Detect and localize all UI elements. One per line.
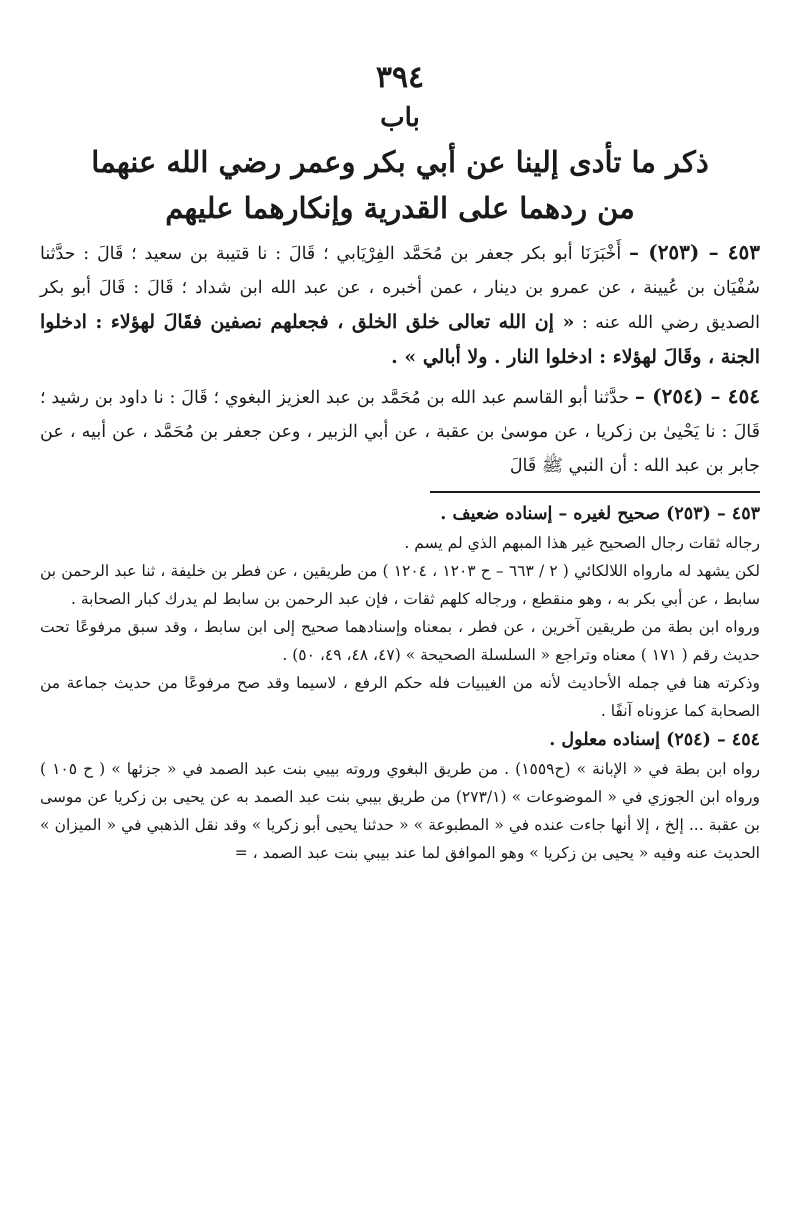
hadith-matn: « إن الله تعالى خلق الخلق ، فجعلهم نصفين فقَالَ لهؤلاء : ادخلوا الجنة ، وقَالَ لهؤلاء : ادخلوا النار . ولا أبالي » .: [40, 311, 760, 368]
footnote-454: [40, 725, 760, 867]
page-number: ٣٩٤: [375, 60, 425, 95]
footnote-paragraph: رجاله ثقات رجال الصحيح غير هذا المبهم الذي لم يسم .: [404, 534, 760, 552]
hadith-number: ٤٥٤ – (٢٥٤) –: [634, 384, 760, 408]
footnote-paragraph: لكن يشهد له مارواه اللالكائي ( ٢ / ٦٦٣ – ح ١٢٠٣ ، ١٢٠٤ ) من طريقين ، عن فطر بن خليفة ، ثنا عبد الرحمن بن سابط ، عن أبي بكر به ، وهو منقطع ، ورجاله كلهم ثقات ، فإن عبد الرحمن بن سابط لم يدرك كبار الصحابة .: [40, 562, 761, 608]
chapter-title-line-1: ذكر ما تأدى إلينا عن أبي بكر وعمر رضي الله عنهما: [91, 145, 709, 179]
footnote-paragraph: ورواه ابن بطة من طريقين آخرين ، عن فطر ، بمعناه وإسنادهما صحيح إلى ابن سابط ، وقد سبق مرفوعًا تحت حديث رقم ( ١٧١ ) معناه وتراجع « السلسلة الصحيحة » (٤٧، ٤٨، ٤٩، ٥٠) .: [40, 618, 760, 664]
book-page: [40, 50, 760, 1190]
hadith-number: ٤٥٣ – (٢٥٣) –: [629, 240, 760, 264]
footnote-separator: [430, 491, 760, 493]
footnote-heading: ٤٥٣ – (٢٥٣) صحيح لغيره – إسناده ضعيف .: [440, 504, 760, 524]
chapter-label: باب: [380, 103, 420, 133]
hadith-454: [40, 379, 760, 483]
footnote-453: [40, 499, 760, 725]
footnote-paragraph: وذكرته هنا في جمله الأحاديث لأنه من الغيبيات فله حكم الرفع ، لاسيما وقد صح مرفوعًا من حديث جماعة من الصحابة كما عزوناه آنفًا .: [40, 674, 760, 720]
footnote-heading: ٤٥٤ – (٢٥٤) إسناده معلول .: [549, 730, 760, 750]
hadith-isnad: أَخْبَرَنَا أبو بكر جعفر بن مُحَمَّد الفِرْيَابي ؛ قَالَ : نا قتيبة بن سعيد ؛ قَالَ : حدَّثنا سُفْيَان بن عُيينة ، عن عمرو بن دينار ، عمن أخبره ، عن عبد الله ابن شداد ؛ قَالَ : قَالَ أبو بكر الصديق رضي الله عنه :: [40, 244, 760, 333]
footnote-paragraph: رواه ابن بطة في « الإبانة » (ح١٥٥٩) . من طريق البغوي وروته بيبي بنت عبد الصمد في « جزئها » ( ح ١٠٥ ) ورواه ابن الجوزي في « الموضوعات » (٢٧٣/١) من طريق بيبي بنت عبد الصمد به عن يحيى بن زكريا عن موسى بن عقبة ... إلخ ، إلا أنها جاءت عنده في « المطبوعة » « حدثنا يحيى أبو زكريا » وقد نقل الذهبي في « الميزان » الحديث عنه وفيه « يحيى بن زكريا » وهو الموافق لما عند بيبي بنت عبد الصمد ، =: [40, 760, 760, 862]
hadith-isnad: حدَّثنا أبو القاسم عبد الله بن مُحَمَّد بن عبد العزيز البغوي ؛ قَالَ : نا داود بن رشيد ؛ قَالَ : نا يَحْيىٰ بن زكريا ، عن موسىٰ بن عقبة ، عن أبي الزبير ، وعن جعفر بن مُحَمَّد ، عن أبيه ، عن جابر بن عبد الله : أن النبي ﷺ قَالَ: [40, 388, 760, 476]
hadith-453: [40, 235, 760, 375]
chapter-title-line-2: من ردهما على القدرية وإنكارهما عليهم: [165, 191, 635, 225]
